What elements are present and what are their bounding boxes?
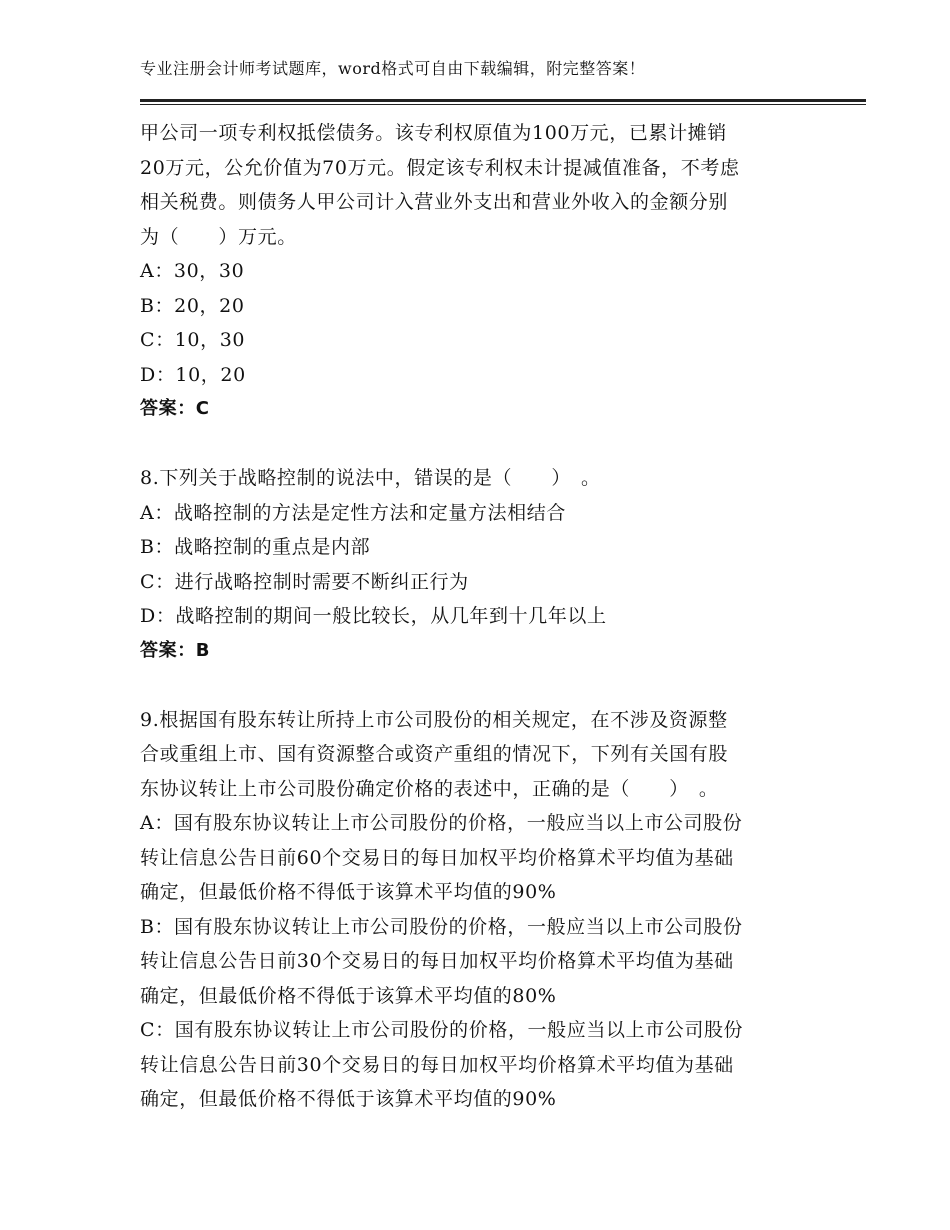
option-c: C：进行战略控制时需要不断纠正行为 [140, 570, 469, 593]
question-stem-line: 东协议转让上市公司股份确定价格的表述中，正确的是（ ） 。 [140, 777, 719, 800]
answer-label: 答案：C [140, 398, 210, 419]
question-9 [140, 703, 810, 1117]
option-a: A：战略控制的方法是定性方法和定量方法相结合 [140, 501, 566, 524]
option-d: D：战略控制的期间一般比较长，从几年到十几年以上 [140, 605, 607, 627]
question-stem-line: 合或重组上市、国有资源整合或资产重组的情况下，下列有关国有股 [140, 743, 729, 765]
option-c: C：10，30 [140, 329, 246, 351]
question-stem-line: 相关税费。则债务人甲公司计入营业外支出和营业外收入的金额分别 [140, 191, 729, 213]
option-b-continued: 转让信息公告日前30个交易日的每日加权平均价格算术平均值为基础 [140, 950, 734, 972]
option-a-continued: 确定，但最低价格不得低于该算术平均值的90% [140, 881, 557, 903]
answer-label: 答案：B [140, 639, 211, 661]
option-c-continued: 确定，但最低价格不得低于该算术平均值的90% [140, 1088, 557, 1110]
option-a: A：30，30 [140, 260, 245, 282]
option-b-continued: 确定，但最低价格不得低于该算术平均值的80% [140, 984, 557, 1007]
question-stem-line: 9.根据国有股东转让所持上市公司股份的相关规定，在不涉及资源整 [140, 708, 728, 731]
question-stem-line: 为（ ）万元。 [140, 225, 297, 248]
spacer [140, 668, 810, 703]
question-stem-line: 甲公司一项专利权抵偿债务。该专利权原值为100万元，已累计摊销 [140, 122, 727, 144]
question-8 [140, 461, 810, 668]
option-b: B：战略控制的重点是内部 [140, 536, 371, 558]
option-d: D：10，20 [140, 363, 246, 386]
question-7 [140, 116, 810, 427]
option-b: B：20，20 [140, 294, 245, 317]
question-stem-line: 8.下列关于战略控制的说法中，错误的是（ ） 。 [140, 467, 601, 489]
option-c: C：国有股东协议转让上市公司股份的价格，一般应当以上市公司股份 [140, 1019, 744, 1041]
option-a: A：国有股东协议转让上市公司股份的价格，一般应当以上市公司股份 [140, 812, 743, 834]
option-c-continued: 转让信息公告日前30个交易日的每日加权平均价格算术平均值为基础 [140, 1053, 734, 1076]
header-title: 专业注册会计师考试题库，word格式可自由下载编辑，附完整答案！ [140, 59, 646, 78]
spacer [140, 427, 810, 462]
document-body [140, 116, 810, 1117]
header-divider-thin [140, 104, 866, 105]
option-b: B：国有股东协议转让上市公司股份的价格，一般应当以上市公司股份 [140, 915, 743, 938]
question-stem-line: 20万元，公允价值为70万元。假定该专利权未计提减值准备，不考虑 [140, 156, 740, 179]
option-a-continued: 转让信息公告日前60个交易日的每日加权平均价格算术平均值为基础 [140, 846, 734, 869]
header-divider [140, 99, 866, 102]
